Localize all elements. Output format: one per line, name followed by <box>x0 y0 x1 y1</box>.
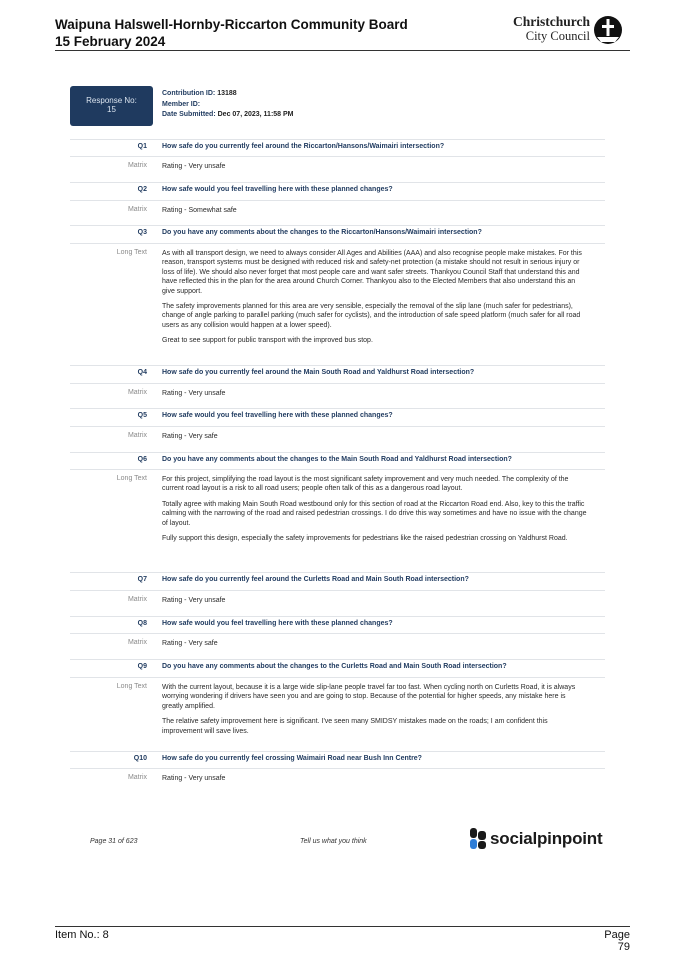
question-text: Do you have any comments about the changes to the Main South Road and Yaldhurst Road intersection? <box>162 456 512 463</box>
contribution-label: Contribution ID: <box>162 90 216 97</box>
separator <box>70 156 605 157</box>
logo-line-1: Christchurch <box>512 14 590 29</box>
separator <box>70 200 605 201</box>
question-text: How safe do you currently feel around the Curletts Road and Main South Road intersection? <box>162 576 469 583</box>
separator <box>70 383 605 384</box>
report-tagline: Tell us what you think <box>300 838 367 845</box>
member-label: Member ID: <box>162 100 201 108</box>
answer-type: Matrix <box>127 774 147 781</box>
answer-type: Matrix <box>127 162 147 169</box>
cathedral-icon <box>593 15 623 45</box>
header-divider <box>55 50 630 51</box>
separator <box>70 408 605 409</box>
answer-type: Long Text <box>116 249 147 256</box>
answer-paragraph: Great to see support for public transport with the improved bus stop. <box>162 337 373 345</box>
separator <box>70 590 605 591</box>
answer-paragraph: Totally agree with making Main South Road westbound only for this section of road at the Riccarton Road end. Also, key to this the traffic calming with the narrowing of the road and raised pedestrian crossings. I do drive this way sometimes and have no issue with the change of layout. <box>162 500 587 527</box>
answer-text <box>162 596 587 611</box>
answer-paragraph: Rating - Very unsafe <box>162 163 226 170</box>
question-number: Q8 <box>137 620 147 627</box>
answer-type: Long Text <box>116 475 147 482</box>
answer-text <box>162 475 587 549</box>
separator <box>70 659 605 660</box>
response-label: Response No: <box>86 96 137 105</box>
question-text: How safe do you currently feel crossing Waimairi Road near Bush Inn Centre? <box>162 755 422 762</box>
answer-paragraph: The safety improvements planned for this area are very sensible, especially the removal of the slip lane (much safer for pedestrians), change of angle parking to parallel parking (much safer for cyclists), and the introduction of safe speed platform (much safer for all road users as any collision would happen at a lower speed). <box>162 303 581 329</box>
separator <box>70 616 605 617</box>
submission-meta <box>162 89 294 121</box>
answer-type: Matrix <box>127 389 147 396</box>
footer-divider <box>55 926 630 927</box>
question-number: Q3 <box>137 229 147 236</box>
question-text: How safe would you feel travelling here with these planned changes? <box>162 620 393 627</box>
item-number: Item No.: 8 <box>55 929 109 941</box>
question-number: Q2 <box>137 186 147 193</box>
question-number: Q1 <box>137 143 147 150</box>
answer-text <box>162 432 587 447</box>
answer-paragraph: Rating - Very safe <box>162 433 218 440</box>
separator <box>70 572 605 573</box>
answer-paragraph: Rating - Somewhat safe <box>162 207 237 214</box>
question-text: How safe would you feel travelling here with these planned changes? <box>162 186 393 193</box>
answer-paragraph: Rating - Very unsafe <box>162 597 226 604</box>
christchurch-logo <box>512 14 630 46</box>
answer-text <box>162 389 587 404</box>
page-number: Page 79 <box>604 929 630 953</box>
answer-type: Long Text <box>116 683 147 690</box>
answer-text <box>162 639 587 654</box>
question-number: Q4 <box>137 369 147 376</box>
question-text: Do you have any comments about the changes to the Curletts Road and Main South Road intersection? <box>162 663 507 670</box>
separator <box>70 365 605 366</box>
separator <box>70 182 605 183</box>
answer-type: Matrix <box>127 206 147 213</box>
question-number: Q9 <box>137 663 147 670</box>
question-number: Q6 <box>137 456 147 463</box>
separator <box>70 243 605 244</box>
date-submitted: Dec 07, 2023, 11:58 PM <box>217 111 294 118</box>
answer-type: Matrix <box>127 432 147 439</box>
separator <box>70 139 605 140</box>
response-number-badge <box>70 86 153 126</box>
separator <box>70 768 605 769</box>
separator <box>70 225 605 226</box>
question-text: How safe do you currently feel around the Main South Road and Yaldhurst Road intersection? <box>162 369 475 376</box>
answer-paragraph: For this project, simplifying the road layout is the most significant safety improvement and very much needed. The complexity of the current road layout is a risk to all road users; people often talk of this as a dangerous road layout. <box>162 476 569 493</box>
separator <box>70 751 605 752</box>
answer-type: Matrix <box>127 639 147 646</box>
question-text: How safe do you currently feel around the Riccarton/Hansons/Waimairi intersection? <box>162 143 445 150</box>
answer-paragraph: Rating - Very unsafe <box>162 390 226 397</box>
question-number: Q7 <box>137 576 147 583</box>
socialpinpoint-logo-icon <box>470 828 487 850</box>
question-number: Q5 <box>137 412 147 419</box>
separator <box>70 469 605 470</box>
separator <box>70 426 605 427</box>
meeting-date: 15 February 2024 <box>55 34 166 49</box>
answer-paragraph: Rating - Very unsafe <box>162 775 226 782</box>
response-number: 15 <box>107 105 116 114</box>
separator <box>70 633 605 634</box>
answer-text <box>162 683 587 742</box>
answer-paragraph: The relative safety improvement here is significant. I've seen many SMIDSY mistakes made on the roads; I am confident this improvement will save lives. <box>162 718 548 735</box>
answer-text <box>162 249 587 352</box>
contribution-id: 13188 <box>217 90 237 97</box>
board-title: Waipuna Halswell-Hornby-Riccarton Community Board <box>55 17 408 32</box>
question-text: Do you have any comments about the changes to the Riccarton/Hansons/Waimairi intersection? <box>162 229 482 236</box>
answer-paragraph: With the current layout, because it is a large wide slip-lane people travel far too fast. When cycling north on Curletts Road, it is always worrying wondering if drivers have seen you and are going to stop. Because of the potential for higher speeds, any mistake here is greatly amplified. <box>162 684 576 710</box>
answer-text <box>162 206 587 221</box>
report-page-number: Page 31 of 623 <box>90 838 138 845</box>
question-text: How safe would you feel travelling here with these planned changes? <box>162 412 393 419</box>
logo-line-2: City Council <box>525 29 590 43</box>
answer-paragraph: Fully support this design, especially the safety improvements for pedestrians like the raised pedestrian crossing on Yaldhurst Road. <box>162 535 568 543</box>
answer-text <box>162 162 587 177</box>
date-label: Date Submitted: <box>162 111 216 118</box>
answer-type: Matrix <box>127 596 147 603</box>
separator <box>70 452 605 453</box>
answer-paragraph: As with all transport design, we need to always consider All Ages and Abilities (AAA) and also recognise people make mistakes. For this reason, transport systems must be designed with reduced risk and safety-net protection (a mistake should not result in serious injury or loss of life). We should also never forget that most people care and want safer streets. Thankyou Council Staff that understand this and have reflected this in the plan for the area around Church Corner. Thankyou also to the Elected Members that also understand this an give support. <box>162 250 582 295</box>
question-number: Q10 <box>133 755 147 762</box>
socialpinpoint-wordmark: socialpinpoint <box>490 829 603 848</box>
separator <box>70 677 605 678</box>
answer-text <box>162 774 587 789</box>
answer-paragraph: Rating - Very safe <box>162 640 218 647</box>
